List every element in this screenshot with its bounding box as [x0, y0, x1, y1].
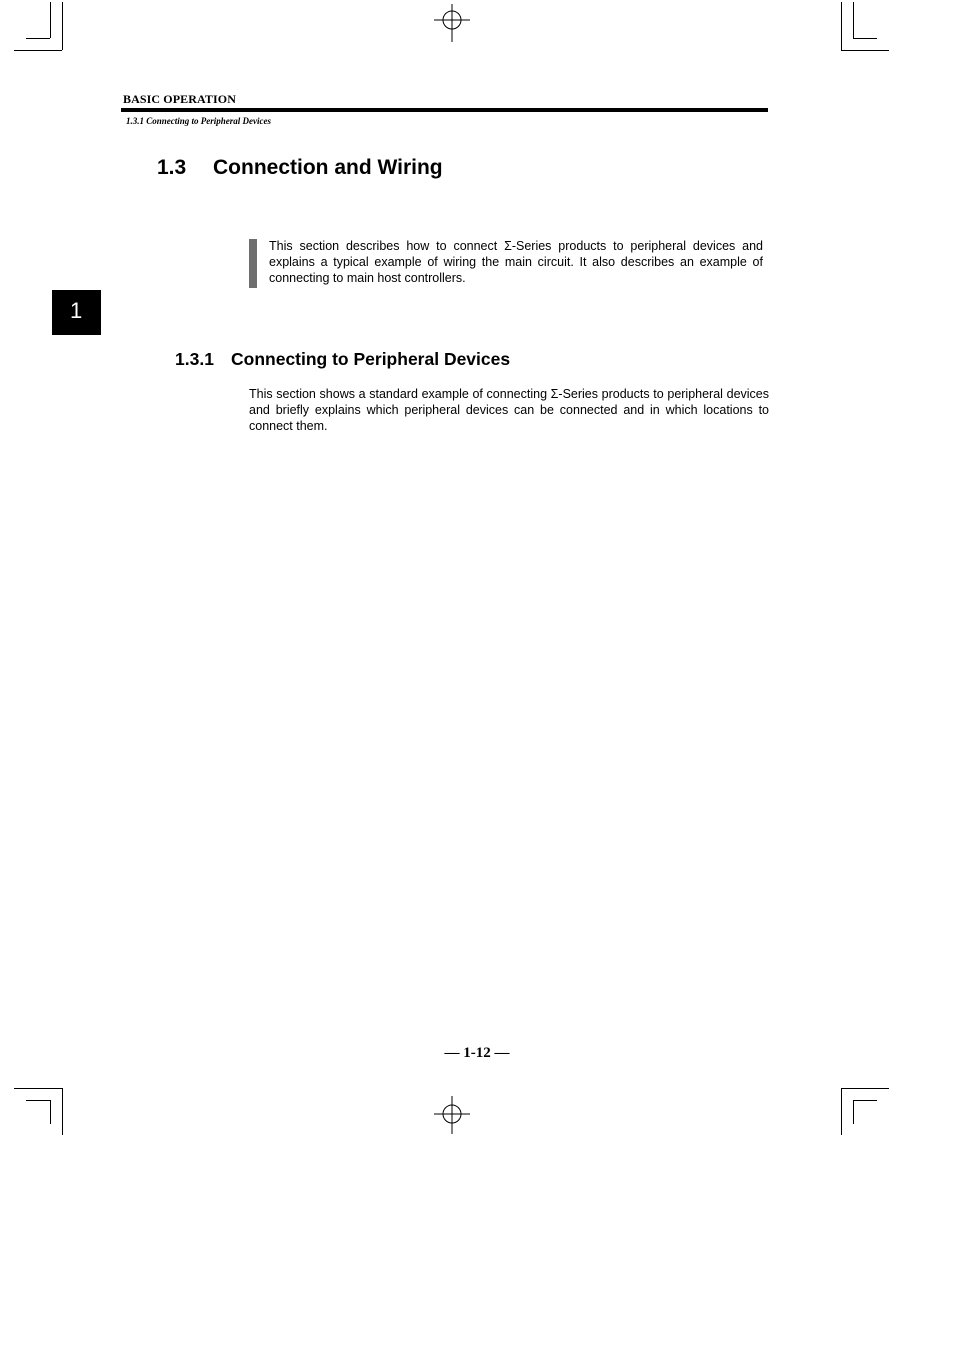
page-number: — 1-12 — — [444, 1045, 510, 1061]
subsection-body-text: This section shows a standard example of connecting Σ-Series products to peripheral devices and briefly explains which peripheral devices can be connected and in which locations to connect them. — [249, 387, 769, 433]
section-title-text: Connection and Wiring — [213, 156, 443, 179]
subsection-title — [175, 349, 510, 370]
header-rule — [121, 108, 768, 112]
subsection-title-text: Connecting to Peripheral Devices — [231, 349, 511, 369]
running-header-subtitle: 1.3.1 Connecting to Peripheral Devices — [126, 116, 271, 126]
chapter-tab: 1 — [52, 290, 101, 335]
section-title — [157, 156, 443, 180]
section-intro-text: This section describes how to connect Σ-Series products to peripheral devices and explains a typical example of wiring the main circuit. It also describes an example of connecting to main host controllers. — [269, 239, 763, 285]
subsection-number: 1.3.1 — [175, 349, 214, 369]
intro-side-bar — [249, 239, 257, 288]
registration-mark-top-icon — [432, 4, 472, 44]
section-number: 1.3 — [157, 156, 187, 179]
running-header-title: BASIC OPERATION — [123, 92, 236, 106]
registration-mark-bottom-icon — [432, 1094, 472, 1134]
